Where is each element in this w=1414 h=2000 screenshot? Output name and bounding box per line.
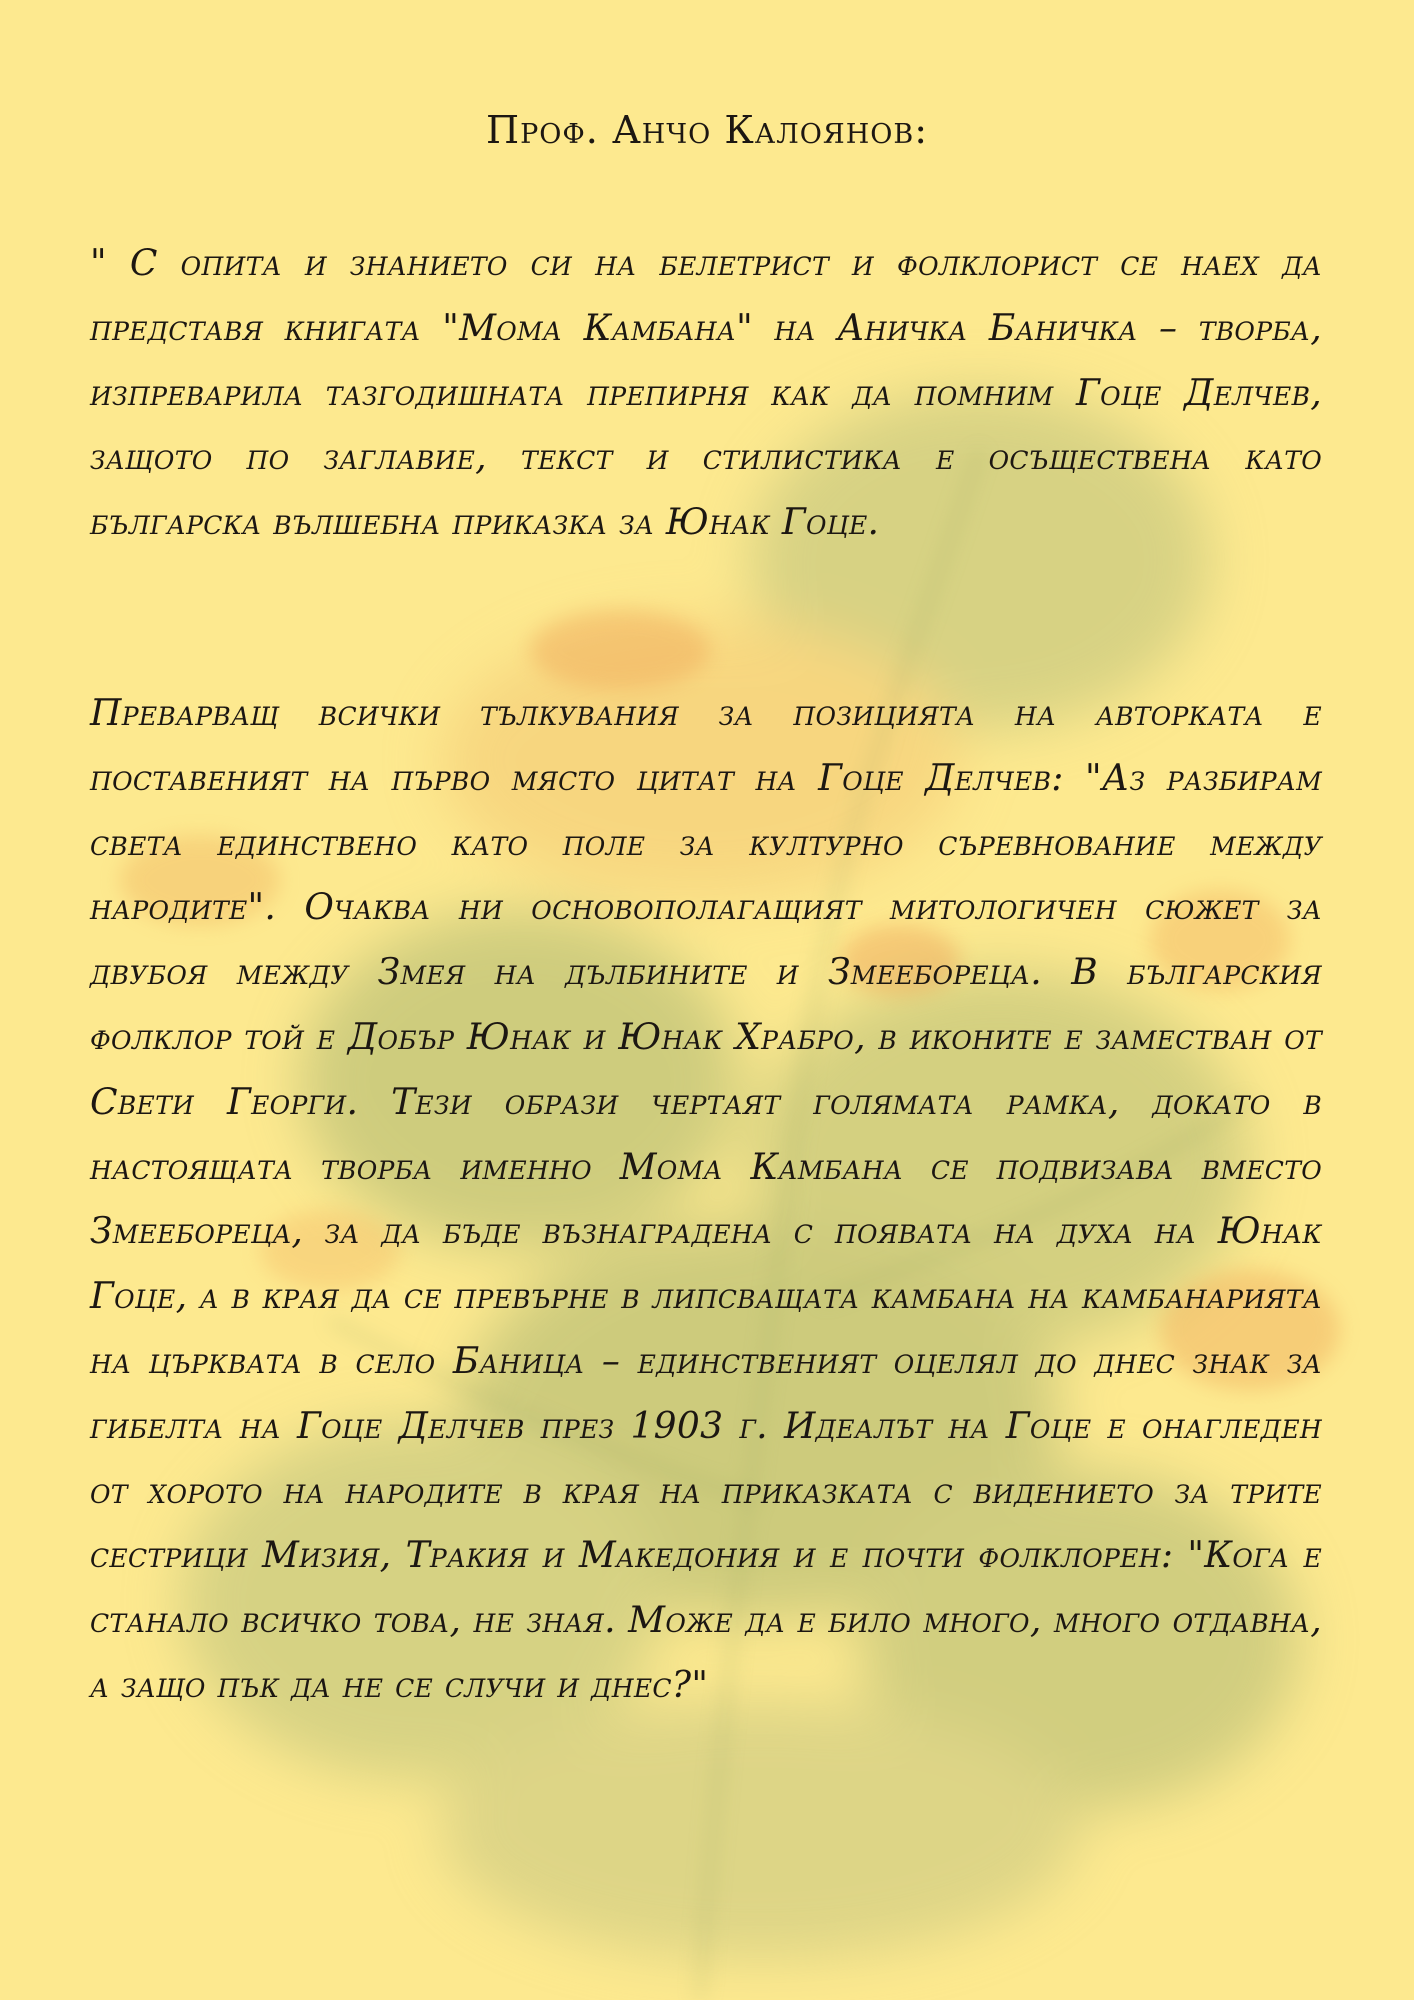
paragraph-2: Преварващ всички тълкувания за позицията на авторката е поставеният на първо място цитат на Гоце Делчев: "Аз разбирам света единствено като поле за културно съревнование между народите". Очаква ни основополагащият митологичен сюжет за двубоя между Змея на дълбините и Змеебореца. В българския фолклор той е Добър Юнак и Юнак Храбро, в иконите е заместван от Свети Георги. Тези образи чертаят голямата рамка, докато в настоящата творба именно Мома Камбана се подвизава вместо Змееборецa, за да бъде възнаградена с появата на духа на Юнак Гоце, а в края да се превърне в липсващата камбана на камбанарията на църквата в село Баница – единственият оцелял до днес знак за гибелта на Гоце Делчев през 1903 г. Идеалът на Гоце е онагледен от хорото на народите в края на приказката с видението за трите сестрици Мизия, Тракия и Македония и е почти фолклорен: "Кога е станало всичко това, не зная. Може да е било много, много отдавна, а защо пък да не се случи и днес?" <box>90 693 1322 1706</box>
paragraph-1: " С опита и знанието си на белетрист и фолклорист се наех да представя книгата "Мома Камбана" на Аничка Баничка – творба, изпреварила тазгодишната препирня как да помним Гоце Делчев, защото по заглавие, текст и стилистика е осъществена като българска вълшебна приказка за Юнак Гоце. <box>90 243 1322 544</box>
author-heading: Проф. Анчо Калоянов: <box>485 108 929 152</box>
